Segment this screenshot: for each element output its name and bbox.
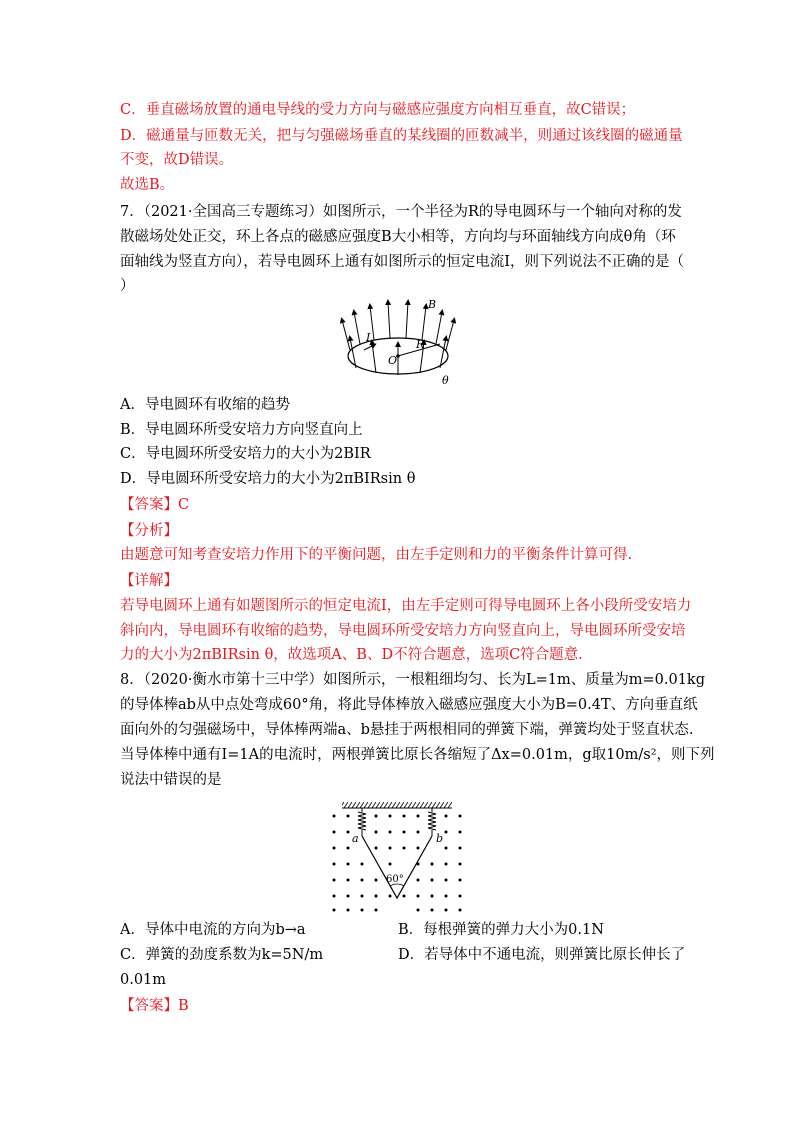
field-arrow xyxy=(370,306,374,340)
label-b: b xyxy=(436,832,444,845)
field-arrow xyxy=(436,312,442,344)
q7-ring-figure xyxy=(338,298,468,388)
label-O: O xyxy=(388,354,398,367)
q7-analysis: 由题意可知考查安培力作用下的平衡问题，由左手定则和力的平衡条件计算可得. xyxy=(120,547,633,563)
ceiling xyxy=(342,802,452,808)
q8-option-a: A．导体中电流的方向为b→a xyxy=(120,922,306,938)
field-arrow xyxy=(422,306,426,340)
label-angle: 60° xyxy=(386,874,404,885)
q7-stem-line2: 散磁场处处正交，环上各点的磁感应强度B大小相等，方向均与环面轴线方向成θ角（环 xyxy=(120,229,676,245)
label-B: B xyxy=(428,298,437,311)
prev-option-d-explanation-cont: 不变，故D错误。 xyxy=(120,152,234,168)
prev-option-d-explanation: D．磁通量与匝数无关，把与匀强磁场垂直的某线圈的匝数减半，则通过该线圈的磁通量 xyxy=(120,128,683,144)
q8-answer: 【答案】B xyxy=(120,998,189,1014)
q7-detail-line2: 斜向内，导电圆环有收缩的趋势，导电圆环所受安培力方向竖直向上，导电圆环所受安培 xyxy=(120,623,686,639)
label-I: I xyxy=(366,331,371,344)
q7-option-a: A．导电圆环有收缩的趋势 xyxy=(120,397,290,413)
field-arrow xyxy=(446,320,454,350)
q7-option-b: B．导电圆环所受安培力方向竖直向上 xyxy=(120,422,363,438)
q8-stem-line3: 面向外的匀强磁场中，导体棒两端a、b悬挂于两根相同的弹簧下端，弹簧均处于竖直状态. xyxy=(120,722,694,738)
q8-option-d: D．若导体中不通电流，则弹簧比原长伸长了 xyxy=(398,947,686,963)
spring-right xyxy=(428,808,436,836)
field-arrow xyxy=(388,302,390,338)
prev-option-c-explanation: C．垂直磁场放置的通电导线的受力方向与磁感应强度方向相互垂直，故C错误； xyxy=(120,102,636,118)
q8-option-b: B．每根弹簧的弹力大小为0.1N xyxy=(398,922,604,938)
q8-option-d-cont: 0.01m xyxy=(120,972,167,988)
q8-stem-line1: 8．（2020·衡水市第十三中学）如图所示，一根粗细均匀、长为L=1m、质量为m=0.01kg xyxy=(120,672,705,688)
q7-option-c: C．导电圆环所受安培力的大小为2BIR xyxy=(120,446,371,462)
field-arrow xyxy=(406,302,408,338)
q7-detail-line1: 若导电圆环上通有如题图所示的恒定电流I，由左手定则可得导电圆环上各小段所受安培力 xyxy=(120,598,692,614)
q8-stem-line4: 当导体棒中通有I=1A的电流时，两根弹簧比原长各缩短了Δx=0.01m，g取10m/s²，则下列 xyxy=(120,747,715,763)
q8-stem-line5: 说法中错误的是 xyxy=(120,772,222,788)
prev-conclusion: 故选B。 xyxy=(120,177,175,193)
q8-stem-line2: 的导体棒ab从中点处弯成60°角，将此导体棒放入磁感应强度大小为B=0.4T、方向垂直纸 xyxy=(120,697,698,713)
field-arrow xyxy=(342,320,350,350)
field-arrow xyxy=(372,342,376,373)
q7-stem-line3: 面轴线为竖直方向），若导电圆环上通有如图所示的恒定电流I，则下列说法不正确的是（ xyxy=(120,254,684,270)
q7-detail-tag: 【详解】 xyxy=(120,573,178,589)
q7-option-d: D．导电圆环所受安培力的大小为2πBIRsin θ xyxy=(120,471,416,487)
field-arrow xyxy=(354,312,360,344)
q8-option-c: C．弹簧的劲度系数为k=5N/m xyxy=(120,947,324,963)
label-R: R xyxy=(416,338,425,351)
q8-spring-figure xyxy=(328,802,468,914)
q7-detail-line3: 力的大小为2πBIRsin θ，故选项A、B、D不符合题意，选项C符合题意. xyxy=(120,647,583,663)
q7-stem-line4: ） xyxy=(120,278,135,294)
q7-answer: 【答案】C xyxy=(120,497,190,513)
bent-conductor-rod xyxy=(362,836,432,898)
q7-stem-line1: 7．（2021·全国高三专题练习）如图所示，一个半径为R的导电圆环与一个轴向对称的发 xyxy=(120,204,682,220)
label-theta: θ xyxy=(442,374,449,387)
q7-analysis-tag: 【分析】 xyxy=(120,523,178,539)
label-a: a xyxy=(352,832,359,845)
spring-left xyxy=(358,808,366,836)
